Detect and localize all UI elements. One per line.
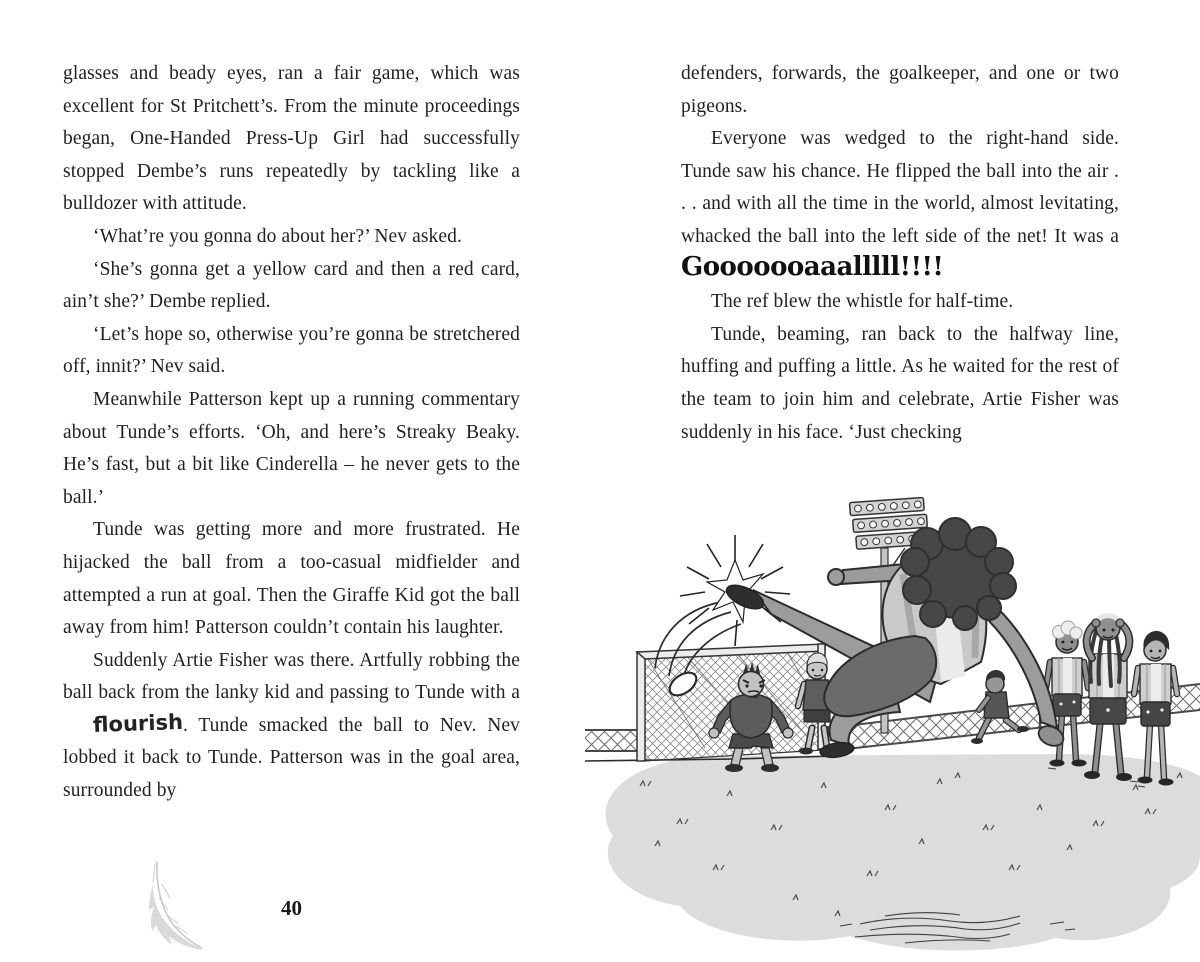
paragraph-text: Everyone was wedged to the right-hand side. Tunde saw his chance. He flipped the ball into the air . . . and with all the time in the world, almost levitating, whacked the ball into the left side of the net! It was a: [681, 128, 1119, 247]
paragraph: [681, 123, 1119, 286]
flourish-word: flourish: [92, 709, 184, 737]
paragraph: ‘Let’s hope so, otherwise you’re gonna be stretchered off, innit?’ Nev said.: [63, 323, 520, 378]
paragraph: Meanwhile Patterson kept up a running commentary about Tunde’s efforts. ‘Oh, and here’s Streaky Beaky. He’s fast, but a bit like Cinderella – he never gets to the ball.’: [63, 388, 520, 508]
soccer-illustration: [585, 478, 1200, 962]
paragraph: ‘She’s gonna get a yellow card and then a red card, ain’t she?’ Dembe replied.: [63, 258, 520, 313]
paragraph: Tunde was getting more and more frustrated. He hijacked the ball from a too-casual midfielder and attempted a run at goal. Then the Giraffe Kid got the ball away from him! Patterson couldn’t contain his laughter.: [63, 519, 520, 639]
left-page-text: [63, 58, 520, 808]
paragraph: The ref blew the whistle for half-time.: [711, 291, 1014, 313]
page-number: 40: [281, 896, 302, 920]
paragraph: ‘What’re you gonna do about her?’ Nev asked.: [93, 225, 462, 247]
paragraph: glasses and beady eyes, ran a fair game, which was excellent for St Pritchett’s. From the minute proceedings began, One-Handed Press-Up Girl had successfully stopped Dembe’s runs repeatedly by tackling like a bulldozer with attitude.: [63, 63, 520, 215]
ground-wash: [605, 754, 1200, 951]
paragraph: Tunde, beaming, ran back to the halfway line, huffing and puffing a little. As he waited for the rest of the team to join him and celebrate, Artie Fisher was suddenly in his face. ‘Just checking: [681, 323, 1119, 443]
paragraph: defenders, forwards, the goalkeeper, and one or two pigeons.: [681, 63, 1119, 117]
paragraph-text: . Tunde smacked the ball to Nev. Nev lobbed it back to Tunde. Patterson was in the goal area, surrounded by: [63, 714, 520, 802]
feather-ornament: [126, 854, 226, 954]
goal-exclamation: Gooooooaaalllll!!!!: [681, 251, 944, 282]
paragraph-text: Suddenly Artie Fisher was there. Artfully robbing the ball back from the lanky kid and passing to Tunde with a: [63, 649, 520, 704]
right-page-text: [681, 58, 1119, 449]
paragraph: [63, 645, 520, 808]
